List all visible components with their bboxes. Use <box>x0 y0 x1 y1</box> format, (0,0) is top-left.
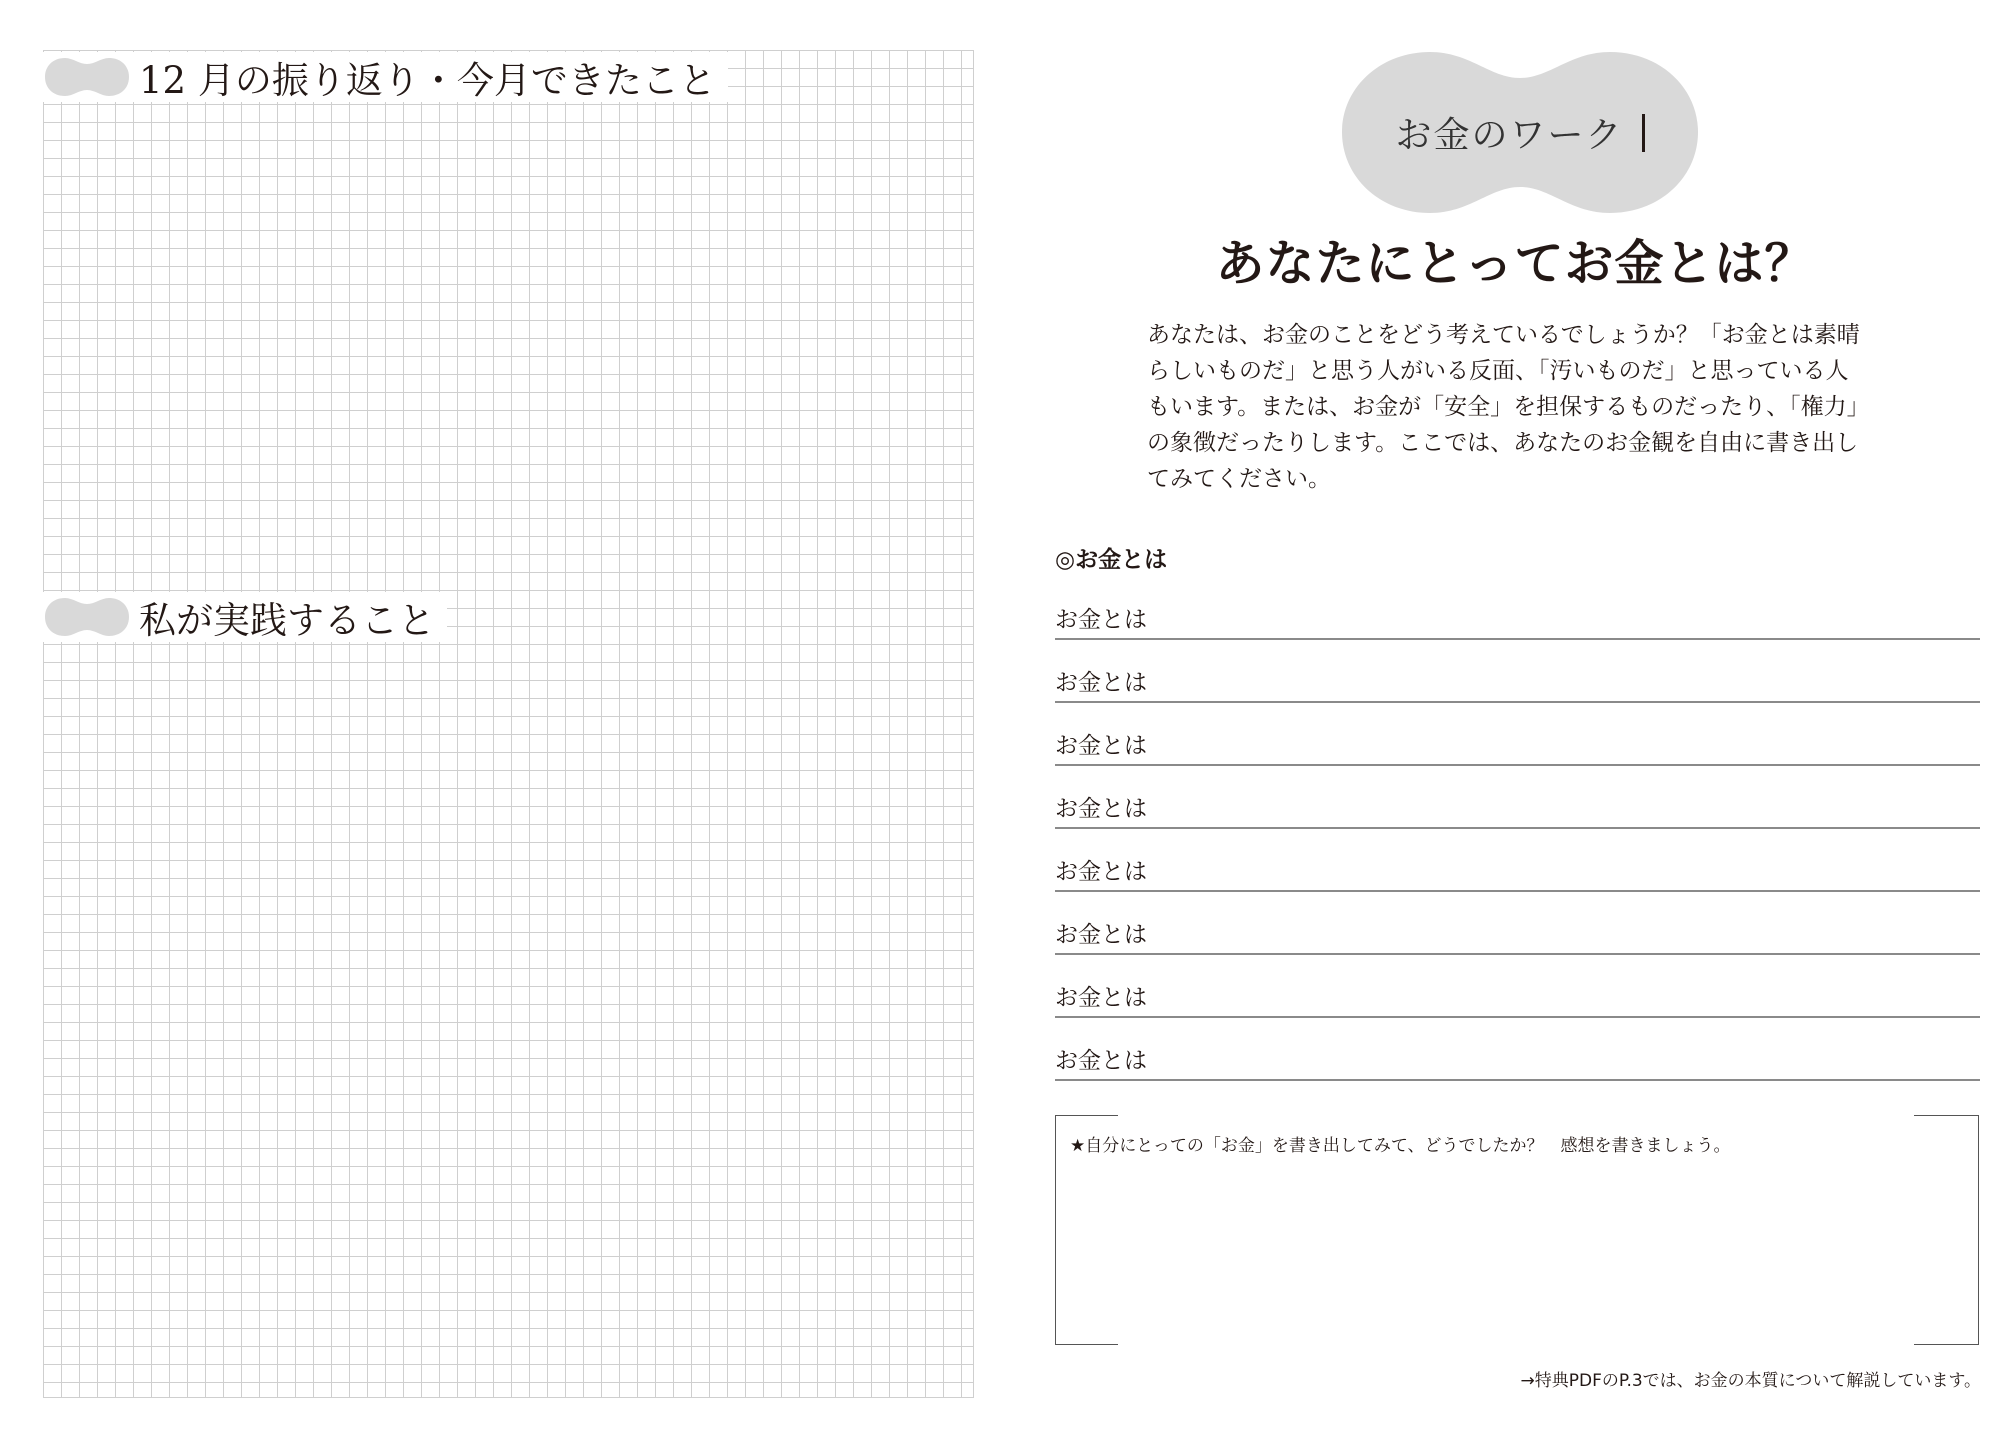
answer-prefix: お金とは <box>1055 985 1147 1011</box>
intro-line: もいます。または、お金が「安全」を担保するものだったり、「権力」 <box>1147 394 1870 420</box>
section-heading-review <box>43 52 728 102</box>
section-title-practice: 私が実践すること <box>139 599 435 642</box>
section-title-review: 12 月の振り返り・今月できたこと <box>139 59 716 102</box>
intro-line: の象徴だったりします。ここでは、あなたのお金観を自由に書き出し <box>1147 430 1859 456</box>
answer-prefix: お金とは <box>1055 796 1147 822</box>
blob-marker-icon <box>43 596 131 638</box>
intro-paragraph <box>1147 317 1907 497</box>
answer-list <box>1055 600 1980 1082</box>
blob-marker-icon <box>43 56 131 98</box>
answer-line[interactable] <box>1055 830 1980 892</box>
intro-line: あなたは、お金のことをどう考えているでしょうか？「お金とは素晴 <box>1147 322 1860 348</box>
answer-line[interactable] <box>1055 641 1980 703</box>
answer-line[interactable] <box>1055 1019 1980 1081</box>
badge-label-container <box>1340 50 1700 215</box>
answer-line[interactable] <box>1055 767 1980 829</box>
answer-line[interactable] <box>1055 956 1980 1018</box>
grid-writing-area[interactable] <box>43 50 974 1398</box>
answer-prefix: お金とは <box>1055 859 1147 885</box>
answer-prefix: お金とは <box>1055 1048 1147 1074</box>
reflection-box-bottom-gap <box>1118 1341 1914 1348</box>
intro-line: らしいものだ」と思う人がいる反面、「汚いものだ」と思っている人 <box>1147 358 1849 384</box>
reflection-prompt: ★自分にとっての「お金」を書き出してみて、どうでしたか？ 感想を書きましょう。 <box>1070 1136 1731 1156</box>
answer-prefix: お金とは <box>1055 607 1147 633</box>
page-title: あなたにとってお金とは？ <box>1215 235 1815 292</box>
badge-divider-bar <box>1642 114 1645 152</box>
intro-line: てみてください。 <box>1147 466 1331 492</box>
footnote: →特典PDFのP.3では、お金の本質について解説しています。 <box>1520 1371 1981 1391</box>
section-heading-practice <box>43 592 447 642</box>
answer-line[interactable] <box>1055 893 1980 955</box>
answer-line[interactable] <box>1055 600 1980 640</box>
answer-prefix: お金とは <box>1055 670 1147 696</box>
reflection-box-top-gap <box>1118 1112 1914 1119</box>
answer-prefix: お金とは <box>1055 922 1147 948</box>
answer-line[interactable] <box>1055 704 1980 766</box>
badge-label: お金のワーク <box>1395 115 1624 156</box>
answers-subheading: ◎お金とは <box>1055 547 1168 573</box>
answer-prefix: お金とは <box>1055 733 1147 759</box>
